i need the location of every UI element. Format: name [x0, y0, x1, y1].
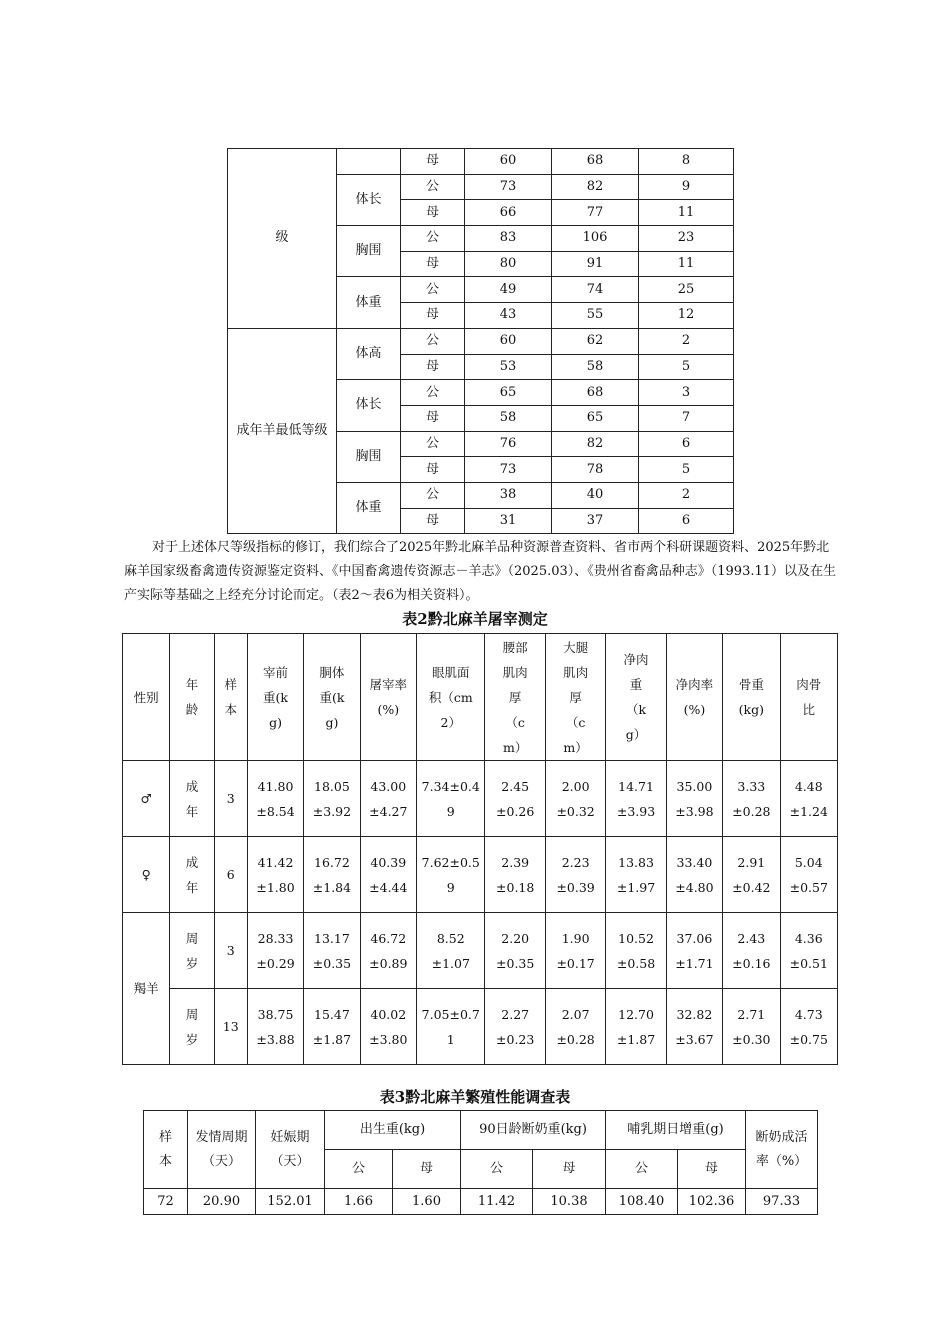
sub-header-male: 公 [461, 1150, 533, 1189]
value-cell: 106 [552, 226, 639, 252]
value-cell [247, 761, 303, 837]
value-text: 43.00±4.27 [369, 778, 408, 819]
metric-cell: 体长 [337, 174, 401, 225]
header-estrus: 发情周期（天） [195, 1129, 248, 1169]
header-daily-gain: 哺乳期日增重(g) [606, 1111, 746, 1150]
value-cell: 37 [552, 508, 639, 534]
header-thigh: 大腿肌肉厚（cm） [563, 639, 589, 755]
value-cell [666, 913, 722, 989]
value-cell: 68 [552, 149, 639, 175]
header-gestation: 妊娠期（天） [270, 1129, 310, 1169]
header-birth-weight: 出生重(kg) [325, 1111, 461, 1150]
value-cell: 25 [639, 277, 734, 303]
value-text: 37.06±1.71 [675, 930, 714, 971]
value-cell: 3 [639, 380, 734, 406]
value-cell: 62 [552, 328, 639, 354]
value-cell: 78 [552, 457, 639, 483]
value-text: 7.62±0.59 [421, 854, 480, 895]
value-cell [360, 837, 416, 913]
header-meat-bone: 肉骨比 [796, 677, 822, 717]
grade-group-label-text: 成年羊最低等级 [236, 423, 328, 439]
header-cell [247, 634, 303, 761]
header-cell [304, 634, 360, 761]
sample-cell: 3 [214, 761, 247, 837]
value-cell: 108.40 [606, 1189, 678, 1215]
value-text: 38.75±3.88 [256, 1006, 295, 1047]
value-text: 35.00±3.98 [675, 778, 714, 819]
value-text: 2.07±0.28 [556, 1006, 595, 1047]
value-text: 7.34±0.49 [421, 778, 480, 819]
value-cell [304, 913, 360, 989]
value-cell: 152.01 [256, 1189, 325, 1215]
value-text: 8.52±1.07 [431, 930, 470, 971]
sex-cell: ♀ [123, 837, 170, 913]
value-text: 2.27±0.23 [496, 1006, 535, 1047]
table2-caption: 表2黔北麻羊屠宰测定 [402, 610, 548, 628]
header-cell [723, 634, 780, 761]
value-cell [606, 989, 666, 1065]
value-cell [606, 913, 666, 989]
sub-header-female: 母 [533, 1150, 606, 1189]
header-cell [360, 634, 416, 761]
value-cell [247, 989, 303, 1065]
value-cell: 23 [639, 226, 734, 252]
value-cell [417, 837, 485, 913]
header-dressing: 屠宰率(%) [369, 677, 408, 717]
metric-cell: 胸围 [337, 431, 401, 482]
value-text: 41.80±8.54 [256, 778, 295, 819]
header-eye-muscle: 眼肌面积（cm2） [428, 664, 473, 730]
value-cell: 12 [639, 303, 734, 329]
value-cell [417, 761, 485, 837]
value-cell [545, 913, 605, 989]
value-cell: 38 [465, 482, 552, 508]
value-cell: 5 [639, 457, 734, 483]
value-text: 4.48±1.24 [789, 778, 828, 819]
value-cell: 68 [552, 380, 639, 406]
sex-cell: 公 [401, 328, 465, 354]
value-cell [723, 761, 780, 837]
value-text: 2.00±0.32 [556, 778, 595, 819]
value-cell: 83 [465, 226, 552, 252]
value-cell [780, 837, 837, 913]
value-cell: 82 [552, 174, 639, 200]
metric-cell: 体长 [337, 380, 401, 431]
header-cell [144, 1111, 188, 1189]
value-cell: 73 [465, 457, 552, 483]
body-paragraph: 对于上述体尺等级指标的修订，我们综合了2025年黔北麻羊品种资源普查资料、省市两个科研课题资料、2025年黔北麻羊国家级畜禽遗传资源鉴定资料、《中国畜禽遗传资源志－羊志》（2025.03）、《贵州省畜禽品种志》（1993.11）以及在生产实际等基础之上经充分讨论而定。（表2～表6为相关资料）。 [124, 540, 837, 603]
value-cell [780, 761, 837, 837]
value-cell: 74 [552, 277, 639, 303]
header-survival: 断奶成活率（%） [755, 1129, 808, 1169]
value-cell [606, 761, 666, 837]
value-cell: 11.42 [461, 1189, 533, 1215]
value-cell [666, 837, 722, 913]
value-cell: 72 [144, 1189, 188, 1215]
value-cell [360, 989, 416, 1065]
value-text: 32.82±3.67 [675, 1006, 714, 1047]
value-cell: 11 [639, 200, 734, 226]
sample-cell: 3 [214, 913, 247, 989]
sex-cell: 公 [401, 226, 465, 252]
sex-cell: 母 [401, 200, 465, 226]
value-text: 2.23±0.39 [556, 854, 595, 895]
value-cell [247, 837, 303, 913]
value-text: 15.47±1.87 [312, 1006, 352, 1047]
value-text: 4.36±0.51 [789, 930, 828, 971]
header-cell [606, 634, 666, 761]
grade-table [227, 148, 734, 534]
value-text: 18.05±3.92 [312, 778, 352, 819]
value-text: 1.90±0.17 [556, 930, 595, 971]
value-cell: 31 [465, 508, 552, 534]
value-cell: 10.38 [533, 1189, 606, 1215]
sex-cell: 公 [401, 277, 465, 303]
sex-cell: 公 [401, 431, 465, 457]
value-text: 40.02±3.80 [369, 1006, 408, 1047]
sex-cell: 母 [401, 251, 465, 277]
value-cell [723, 989, 780, 1065]
value-text: 2.91±0.42 [732, 854, 771, 895]
value-cell: 49 [465, 277, 552, 303]
value-cell: 91 [552, 251, 639, 277]
age-text: 成年 [185, 854, 199, 895]
value-cell: 73 [465, 174, 552, 200]
age-text: 周岁 [185, 930, 199, 971]
value-cell [485, 761, 545, 837]
header-preweight: 宰前重(kg) [263, 664, 289, 730]
sex-cell: 公 [401, 174, 465, 200]
value-text: 33.40±4.80 [675, 854, 714, 895]
sex-cell: 母 [401, 303, 465, 329]
header-cell [746, 1111, 818, 1189]
value-text: 41.42±1.80 [256, 854, 295, 895]
header-cell [545, 634, 605, 761]
value-cell [304, 837, 360, 913]
value-cell: 11 [639, 251, 734, 277]
value-cell: 1.66 [325, 1189, 393, 1215]
sex-cell: 母 [401, 457, 465, 483]
metric-cell: 体重 [337, 277, 401, 328]
value-cell [606, 837, 666, 913]
value-text: 3.33±0.28 [732, 778, 771, 819]
value-cell: 40 [552, 482, 639, 508]
value-cell: 58 [552, 354, 639, 380]
sex-cell: 母 [401, 149, 465, 175]
slaughter-table [122, 633, 838, 1065]
age-cell [170, 913, 214, 989]
age-text: 周岁 [185, 1006, 199, 1047]
value-cell: 60 [465, 328, 552, 354]
value-cell [417, 989, 485, 1065]
sample-cell: 13 [214, 989, 247, 1065]
value-cell: 58 [465, 405, 552, 431]
value-cell: 102.36 [678, 1189, 746, 1215]
header-net-meat: 净肉重（kg） [623, 652, 649, 742]
header-cell [485, 634, 545, 761]
value-cell [545, 989, 605, 1065]
value-cell [545, 837, 605, 913]
value-cell [304, 761, 360, 837]
value-text: 2.39±0.18 [496, 854, 535, 895]
sex-cell: ♂ [123, 761, 170, 837]
age-cell [170, 761, 214, 837]
value-cell [485, 913, 545, 989]
value-cell: 1.60 [393, 1189, 461, 1215]
age-cell [170, 989, 214, 1065]
header-age: 年龄 [185, 677, 199, 717]
value-cell [485, 989, 545, 1065]
value-cell: 6 [639, 508, 734, 534]
value-cell: 66 [465, 200, 552, 226]
header-cell [256, 1111, 325, 1189]
metric-cell [337, 149, 401, 175]
value-text: 40.39±4.44 [369, 854, 408, 895]
metric-cell: 体高 [337, 328, 401, 379]
value-cell: 6 [639, 431, 734, 457]
value-cell: 7 [639, 405, 734, 431]
value-text: 2.43±0.16 [732, 930, 771, 971]
value-text: 13.83±1.97 [616, 854, 656, 895]
sex-cell: 母 [401, 508, 465, 534]
value-cell [723, 837, 780, 913]
metric-cell: 体重 [337, 482, 401, 533]
value-cell: 9 [639, 174, 734, 200]
value-cell: 65 [552, 405, 639, 431]
value-cell [780, 913, 837, 989]
age-text: 成年 [185, 778, 199, 819]
value-text: 28.33±0.29 [256, 930, 295, 971]
value-cell [360, 761, 416, 837]
sex-cell: 公 [401, 380, 465, 406]
sex-cell: 母 [401, 354, 465, 380]
header-carcass: 胴体重(kg) [319, 664, 345, 730]
value-text: 10.52±0.58 [616, 930, 656, 971]
value-text: 12.70±1.87 [616, 1006, 656, 1047]
header-cell [417, 634, 485, 761]
value-text: 2.71±0.30 [732, 1006, 771, 1047]
sub-header-female: 母 [393, 1150, 461, 1189]
reproduction-table [143, 1110, 818, 1215]
grade-group-label [228, 328, 337, 534]
header-net-rate: 净肉率(%) [675, 677, 714, 717]
header-wean-weight: 90日龄断奶重(kg) [461, 1111, 606, 1150]
header-cell [188, 1111, 256, 1189]
value-cell: 76 [465, 431, 552, 457]
header-cell [780, 634, 837, 761]
value-cell [666, 989, 722, 1065]
sub-header-male: 公 [325, 1150, 393, 1189]
value-cell: 8 [639, 149, 734, 175]
value-text: 7.05±0.71 [421, 1006, 480, 1047]
sex-cell: 母 [401, 405, 465, 431]
value-cell [780, 989, 837, 1065]
value-text: 4.73±0.75 [789, 1006, 828, 1047]
value-text: 2.45±0.26 [496, 778, 535, 819]
value-text: 13.17±0.35 [312, 930, 352, 971]
sex-cell: 羯羊 [123, 913, 170, 1065]
value-cell: 80 [465, 251, 552, 277]
value-text: 46.72±0.89 [369, 930, 408, 971]
value-text: 16.72±1.84 [312, 854, 352, 895]
sex-cell: 公 [401, 482, 465, 508]
header-loin: 腰部肌肉厚（cm） [502, 639, 528, 755]
age-cell [170, 837, 214, 913]
value-cell [360, 913, 416, 989]
value-cell: 2 [639, 482, 734, 508]
sample-cell: 6 [214, 837, 247, 913]
value-cell: 55 [552, 303, 639, 329]
value-cell: 65 [465, 380, 552, 406]
value-cell: 5 [639, 354, 734, 380]
value-text: 2.20±0.35 [496, 930, 535, 971]
value-cell: 82 [552, 431, 639, 457]
value-cell [247, 913, 303, 989]
value-cell: 43 [465, 303, 552, 329]
header-cell [214, 634, 247, 761]
header-cell [666, 634, 722, 761]
value-cell [666, 761, 722, 837]
value-text: 14.71±3.93 [616, 778, 656, 819]
value-cell: 2 [639, 328, 734, 354]
value-cell: 77 [552, 200, 639, 226]
header-cell [123, 634, 170, 761]
value-cell [723, 913, 780, 989]
sub-header-female: 母 [678, 1150, 746, 1189]
metric-cell: 胸围 [337, 226, 401, 277]
value-cell: 20.90 [188, 1189, 256, 1215]
header-sample: 样本 [158, 1129, 172, 1169]
value-cell [545, 761, 605, 837]
value-text: 5.04±0.57 [789, 854, 828, 895]
value-cell [485, 837, 545, 913]
sub-header-male: 公 [606, 1150, 678, 1189]
value-cell [417, 913, 485, 989]
value-cell: 53 [465, 354, 552, 380]
table3-caption: 表3黔北麻羊繁殖性能调查表 [379, 1088, 571, 1106]
header-sex: 性别 [133, 689, 159, 705]
header-bone: 骨重(kg) [738, 677, 764, 717]
value-cell [304, 989, 360, 1065]
header-cell [170, 634, 214, 761]
grade-group-label: 级 [228, 149, 337, 329]
value-cell: 97.33 [746, 1189, 818, 1215]
value-cell: 60 [465, 149, 552, 175]
header-sample: 样本 [224, 677, 237, 717]
